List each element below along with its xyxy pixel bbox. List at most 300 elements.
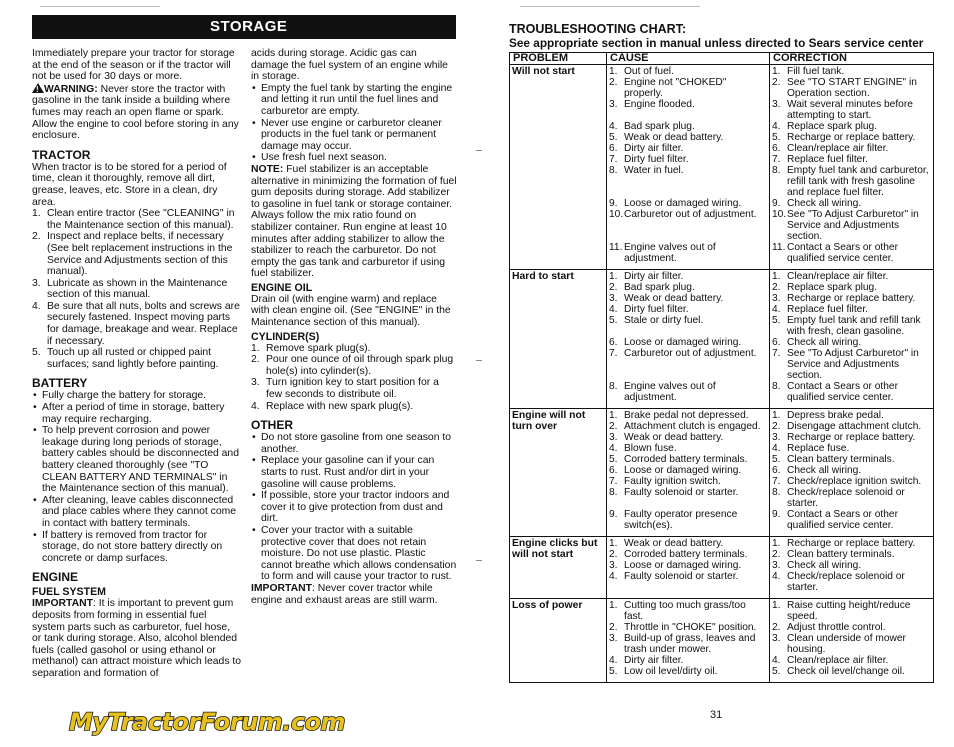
cause-text: Faulty ignition switch.	[624, 476, 721, 487]
cause-number: 4.	[609, 443, 618, 454]
correction-text: Fill fuel tank.	[787, 66, 845, 77]
correction-number: 1.	[772, 66, 781, 77]
cause-number: 1.	[609, 538, 618, 549]
cause-text: Weak or dead battery.	[624, 432, 724, 443]
correction-item	[772, 165, 931, 198]
important-text: : Never cover tractor while engine and exhaust areas are still warm.	[251, 582, 438, 606]
correction-item	[772, 666, 931, 677]
correction-number: 6.	[772, 337, 781, 348]
cause-item	[609, 432, 767, 443]
correction-text: Check/replace solenoid or starter.	[787, 487, 905, 509]
correction-number: 5.	[772, 454, 781, 465]
correction-text: Replace spark plug.	[787, 282, 878, 293]
correction-item	[772, 410, 931, 421]
correction-item	[772, 154, 931, 165]
cylinder-steps	[251, 343, 457, 413]
cause-text: Dirty fuel filter.	[624, 154, 689, 165]
warning-label: WARNING:	[44, 83, 98, 95]
troubleshooting-table	[509, 52, 934, 683]
correction-number: 5.	[772, 132, 781, 143]
spacer	[609, 498, 767, 509]
troubleshooting-section	[509, 22, 933, 683]
cause-text: Water in fuel.	[624, 165, 684, 176]
correction-cell	[770, 270, 934, 409]
other-item: • If possible, store your tractor indoors and cover it to give protection from dust and dirt.	[251, 490, 457, 525]
mytractorforum-logo	[68, 703, 346, 737]
correction-item	[772, 454, 931, 465]
storage-title: STORAGE	[210, 18, 288, 35]
warning-text: Never store the tractor with gasoline in the tank inside a building where fumes may reach an open flame or spark. Allow the engine to cool before storing in any enclosure.	[32, 83, 239, 142]
cause-number: 5.	[609, 666, 618, 677]
correction-item	[772, 509, 931, 531]
spacer	[609, 359, 767, 370]
correction-item	[772, 282, 931, 293]
binding-mark	[476, 150, 482, 151]
cause-text: Attachment clutch is engaged.	[624, 421, 761, 432]
cause-text: Carburetor out of adjustment.	[624, 348, 757, 359]
cause-number: 2.	[609, 77, 618, 88]
cause-item	[609, 242, 767, 264]
correction-item	[772, 132, 931, 143]
cylinder-step	[251, 354, 457, 377]
table-header-row	[510, 53, 934, 65]
cause-number: 4.	[609, 304, 618, 315]
cause-number: 9.	[609, 509, 618, 520]
correction-number: 2.	[772, 282, 781, 293]
cause-number: 5.	[609, 454, 618, 465]
spacer	[609, 110, 767, 121]
other-heading: OTHER	[251, 418, 293, 433]
cause-text: Cutting too much grass/too fast.	[624, 600, 746, 622]
correction-text: Clean/replace air filter.	[787, 655, 889, 666]
correction-number: 3.	[772, 560, 781, 571]
other-item: • Replace your gasoline can if your can starts to rust. Rust and/or dirt in your gasoline will cause problems.	[251, 455, 457, 490]
correction-item	[772, 432, 931, 443]
table-row	[510, 599, 934, 683]
correction-item	[772, 242, 931, 264]
cause-number: 1.	[609, 271, 618, 282]
cause-text: Loose or damaged wiring.	[624, 560, 742, 571]
important-paragraph	[251, 583, 457, 606]
correction-item	[772, 655, 931, 666]
cause-item	[609, 487, 767, 498]
cause-cell	[607, 270, 770, 409]
correction-number: 1.	[772, 538, 781, 549]
correction-number: 3.	[772, 633, 781, 644]
note-paragraph	[251, 164, 457, 280]
tractor-heading: TRACTOR	[32, 147, 91, 162]
correction-cell	[770, 409, 934, 537]
other-item: • Cover your tractor with a suitable protective cover that does not retain moisture. Do not use plastic. Plastic cannot breathe which allows condensation to form and will cause your tractor to rust.	[251, 525, 457, 583]
cause-number: 11.	[609, 242, 623, 253]
spacer	[609, 187, 767, 198]
fuel-item: • Never use engine or carburetor cleaner products in the fuel tank or permanent damage may occur.	[251, 118, 457, 153]
cause-number: 9.	[609, 198, 618, 209]
cylinder-step	[251, 377, 457, 400]
cause-text: Corroded battery terminals.	[624, 454, 748, 465]
cause-item	[609, 509, 767, 531]
correction-text: Clean underside of mower housing.	[787, 633, 906, 655]
cause-item	[609, 421, 767, 432]
cause-number: 10.	[609, 209, 624, 220]
correction-item	[772, 571, 931, 593]
cause-item	[609, 538, 767, 549]
correction-item	[772, 465, 931, 476]
troubleshooting-subtitle: See appropriate section in manual unless directed to Sears service center	[509, 36, 924, 50]
cause-item	[609, 571, 767, 582]
correction-text: Replace fuel filter.	[787, 154, 868, 165]
cause-item	[609, 198, 767, 209]
cause-number: 5.	[609, 132, 618, 143]
cause-item	[609, 622, 767, 633]
correction-number: 6.	[772, 465, 781, 476]
correction-number: 9.	[772, 198, 781, 209]
correction-number: 6.	[772, 143, 781, 154]
correction-text: Disengage attachment clutch.	[787, 421, 922, 432]
correction-text: Replace fuel filter.	[787, 304, 868, 315]
cylinder-step	[251, 343, 457, 355]
correction-text: Clean/replace air filter.	[787, 271, 889, 282]
correction-number: 5.	[772, 315, 781, 326]
fuel-system-heading: FUEL SYSTEM	[32, 586, 106, 599]
battery-item: • If battery is removed from tractor for storage, do not store battery directly on concrete or damp surfaces.	[32, 530, 242, 565]
correction-number: 8.	[772, 381, 781, 392]
step-text: Touch up all rusted or chipped paint surfaces; sand lightly before painting.	[47, 347, 219, 370]
correction-number: 1.	[772, 410, 781, 421]
correction-item	[772, 293, 931, 304]
cause-item	[609, 132, 767, 143]
cause-number: 2.	[609, 549, 618, 560]
cause-number: 8.	[609, 381, 618, 392]
cause-number: 1.	[609, 66, 618, 77]
cause-text: Engine valves out of adjustment.	[624, 381, 716, 403]
correction-item	[772, 348, 931, 381]
cause-item	[609, 600, 767, 622]
cause-text: Throttle in "CHOKE" position.	[624, 622, 757, 633]
fuel-paragraph	[32, 598, 242, 679]
correction-number: 2.	[772, 77, 781, 88]
cause-item	[609, 348, 767, 359]
fuel-text: : It is important to prevent gum deposits from forming in essential fuel system parts such as carburetor, fuel hose, or tank during storage. Also, alcohol blended fuels (called gasohol or using ethanol or methanol) can attract moisture which leads to separation and formation of	[32, 598, 242, 679]
fuel-item: • Use fresh fuel next season.	[251, 152, 457, 164]
correction-item	[772, 66, 931, 77]
cause-item	[609, 77, 767, 99]
cause-item	[609, 271, 767, 282]
problem-cell: Will not start	[510, 65, 607, 270]
correction-number: 10.	[772, 209, 787, 220]
binding-mark	[476, 560, 482, 561]
correction-text: Check all wiring.	[787, 560, 862, 571]
binding-mark	[476, 360, 482, 361]
correction-number: 9.	[772, 509, 781, 520]
correction-text: Check/replace ignition switch.	[787, 476, 922, 487]
cause-number: 7.	[609, 476, 618, 487]
correction-text: Clean/replace air filter.	[787, 143, 889, 154]
correction-number: 8.	[772, 165, 781, 176]
correction-number: 1.	[772, 600, 781, 611]
correction-number: 2.	[772, 622, 781, 633]
cause-text: Dirty air filter.	[624, 143, 684, 154]
spacer	[609, 220, 767, 231]
header-cause: CAUSE	[607, 53, 770, 65]
cause-item	[609, 666, 767, 677]
correction-item	[772, 476, 931, 487]
correction-text: See "To Adjust Carburetor" in Service and Adjustments section.	[787, 209, 919, 242]
cause-text: Engine flooded.	[624, 99, 695, 110]
cause-number: 5.	[609, 315, 618, 326]
step-number: 3.	[32, 277, 41, 289]
correction-number: 4.	[772, 121, 781, 132]
correction-number: 4.	[772, 304, 781, 315]
cause-item	[609, 304, 767, 315]
step-text: Lubricate as shown in the Maintenance section of this manual.	[47, 277, 228, 301]
cause-number: 1.	[609, 600, 618, 611]
cause-item	[609, 66, 767, 77]
correction-item	[772, 315, 931, 337]
correction-item	[772, 209, 931, 242]
cause-number: 3.	[609, 633, 618, 644]
tractor-intro: When tractor is to be stored for a period of time, clean it thoroughly, remove all dirt, grease, leaves, etc. Store in a clean, dry area.	[32, 161, 227, 208]
correction-text: Check oil level/change oil.	[787, 666, 905, 677]
engine-oil-text: Drain oil (with engine warm) and replace with clean engine oil. (See "ENGINE" in the Maintenance section of this manual).	[251, 293, 451, 329]
cause-item	[609, 633, 767, 655]
correction-text: Replace spark plug.	[787, 121, 878, 132]
fuel-items	[251, 83, 457, 164]
correction-text: Empty fuel tank and refill tank with fresh, clean gasoline.	[787, 315, 921, 337]
cause-text: Bad spark plug.	[624, 121, 695, 132]
step-text: Turn ignition key to start position for a few seconds to distribute oil.	[266, 377, 439, 401]
troubleshooting-title: TROUBLESHOOTING CHART:	[509, 22, 687, 36]
cause-text: Out of fuel.	[624, 66, 674, 77]
cause-text: Low oil level/dirty oil.	[624, 666, 718, 677]
page-number: 31	[710, 709, 723, 721]
step-text: Replace with new spark plug(s).	[266, 400, 414, 412]
correction-text: Check all wiring.	[787, 337, 862, 348]
correction-text: Recharge or replace battery.	[787, 538, 916, 549]
cause-item	[609, 315, 767, 326]
storage-column-1	[32, 48, 242, 680]
step-number: 1.	[32, 208, 41, 220]
correction-text: Clean battery terminals.	[787, 549, 895, 560]
correction-text: Check/replace solenoid or starter.	[787, 571, 905, 593]
engine-oil-heading: ENGINE OIL	[251, 281, 313, 294]
correction-item	[772, 487, 931, 509]
correction-text: Check all wiring.	[787, 198, 862, 209]
cause-text: Bad spark plug.	[624, 282, 695, 293]
cause-cell	[607, 537, 770, 599]
correction-number: 11.	[772, 242, 786, 253]
top-rule	[520, 6, 700, 7]
spacer	[609, 176, 767, 187]
storage-banner	[32, 15, 456, 39]
correction-number: 2.	[772, 421, 781, 432]
battery-items	[32, 390, 242, 564]
correction-text: Recharge or replace battery.	[787, 132, 916, 143]
correction-text: Recharge or replace battery.	[787, 293, 916, 304]
fuel-item: • Empty the fuel tank by starting the engine and letting it run until the fuel lines and carburetor are empty.	[251, 83, 457, 118]
cause-text: Brake pedal not depressed.	[624, 410, 749, 421]
cause-item	[609, 209, 767, 220]
battery-item: • After a period of time in storage, battery may require recharging.	[32, 402, 242, 425]
tractor-step	[32, 278, 242, 301]
correction-item	[772, 443, 931, 454]
tractor-step	[32, 231, 242, 277]
cause-number: 4.	[609, 121, 618, 132]
correction-text: Empty fuel tank and carburetor, refill tank with fresh gasoline and replace fuel filter.	[787, 165, 929, 198]
cause-number: 3.	[609, 432, 618, 443]
cause-text: Dirty air filter.	[624, 655, 684, 666]
correction-text: Raise cutting height/reduce speed.	[787, 600, 911, 622]
cause-text: Loose or damaged wiring.	[624, 198, 742, 209]
correction-item	[772, 121, 931, 132]
cause-text: Dirty air filter.	[624, 271, 684, 282]
cause-number: 3.	[609, 293, 618, 304]
cause-item	[609, 410, 767, 421]
cause-item	[609, 655, 767, 666]
cause-number: 6.	[609, 143, 618, 154]
step-number: 4.	[251, 400, 260, 412]
cause-text: Loose or damaged wiring.	[624, 337, 742, 348]
correction-item	[772, 198, 931, 209]
correction-number: 7.	[772, 154, 781, 165]
correction-item	[772, 271, 931, 282]
cause-text: Blown fuse.	[624, 443, 677, 454]
problem-cell: Loss of power	[510, 599, 607, 683]
step-text: Remove spark plug(s).	[266, 342, 371, 354]
cause-item	[609, 282, 767, 293]
table-row	[510, 65, 934, 270]
correction-number: 4.	[772, 655, 781, 666]
cause-number: 6.	[609, 337, 618, 348]
cause-text: Faulty solenoid or starter.	[624, 571, 739, 582]
correction-text: Contact a Sears or other qualified service center.	[787, 242, 898, 264]
cause-text: Weak or dead battery.	[624, 132, 724, 143]
cause-text: Build-up of grass, leaves and trash under mower.	[624, 633, 756, 655]
cause-item	[609, 381, 767, 403]
cause-text: Stale or dirty fuel.	[624, 315, 704, 326]
correction-number: 3.	[772, 432, 781, 443]
cause-item	[609, 476, 767, 487]
fuel-continued: acids during storage. Acidic gas can damage the fuel system of an engine while in storage.	[251, 48, 448, 83]
correction-text: Recharge or replace battery.	[787, 432, 916, 443]
correction-item	[772, 622, 931, 633]
spacer	[609, 231, 767, 242]
tractor-steps	[32, 208, 242, 370]
cause-text: Weak or dead battery.	[624, 538, 724, 549]
correction-item	[772, 304, 931, 315]
cylinders-heading: CYLINDER(S)	[251, 330, 320, 343]
cause-item	[609, 337, 767, 348]
correction-item	[772, 337, 931, 348]
cause-item	[609, 560, 767, 571]
cause-text: Dirty fuel filter.	[624, 304, 689, 315]
correction-number: 1.	[772, 271, 781, 282]
cause-item	[609, 99, 767, 110]
cause-item	[609, 121, 767, 132]
cause-text: Loose or damaged wiring.	[624, 465, 742, 476]
correction-text: Replace fuse.	[787, 443, 850, 454]
correction-item	[772, 99, 931, 121]
step-number: 3.	[251, 377, 260, 389]
step-number: 4.	[32, 300, 41, 312]
correction-text: See "TO START ENGINE" in Operation section.	[787, 77, 917, 99]
note-text: Fuel stabilizer is an acceptable alternative in minimizing the formation of fuel gum deposits during storage. Add stabilizer to gasoline in fuel tank or storage container. Always follow the mix ratio found on stabilizer container. Run engine at least 10 minutes after adding stabilizer to allow the stabilizer to reach the carburetor. Do not empty the gas tank and carburetor if using fuel stabilizer.	[251, 163, 457, 280]
correction-number: 5.	[772, 666, 781, 677]
correction-text: Wait several minutes before attempting to start.	[787, 99, 913, 121]
header-correction: CORRECTION	[770, 53, 934, 65]
correction-number: 4.	[772, 443, 781, 454]
header-problem: PROBLEM	[510, 53, 607, 65]
important-label: IMPORTANT	[32, 598, 93, 610]
important-label: IMPORTANT	[251, 582, 312, 594]
cause-number: 7.	[609, 348, 618, 359]
cause-number: 2.	[609, 282, 618, 293]
cause-text: Corroded battery terminals.	[624, 549, 748, 560]
correction-text: Contact a Sears or other qualified service center.	[787, 509, 898, 531]
cause-text: Engine not "CHOKED" properly.	[624, 77, 727, 99]
step-text: Clean entire tractor (See "CLEANING" in the Maintenance section of this manual).	[47, 208, 235, 231]
cause-item	[609, 143, 767, 154]
other-items	[251, 432, 457, 583]
correction-text: Adjust throttle control.	[787, 622, 886, 633]
correction-number: 8.	[772, 487, 781, 498]
cause-number: 7.	[609, 154, 618, 165]
correction-cell	[770, 599, 934, 683]
cylinder-step	[251, 401, 457, 413]
problem-cell: Engine clicks but will not start	[510, 537, 607, 599]
correction-text: Check all wiring.	[787, 465, 862, 476]
spacer	[609, 370, 767, 381]
correction-number: 7.	[772, 476, 781, 487]
cause-number: 1.	[609, 410, 618, 421]
problem-cell: Hard to start	[510, 270, 607, 409]
step-number: 2.	[251, 354, 260, 366]
correction-number: 4.	[772, 571, 781, 582]
cause-item	[609, 293, 767, 304]
cause-cell	[607, 65, 770, 270]
cause-number: 4.	[609, 655, 618, 666]
cause-item	[609, 165, 767, 176]
table-body	[510, 65, 934, 683]
cause-cell	[607, 409, 770, 537]
storage-column-2	[251, 48, 457, 606]
cause-text: Carburetor out of adjustment.	[624, 209, 757, 220]
battery-item: • Fully charge the battery for storage.	[32, 390, 242, 402]
warning-paragraph	[32, 83, 242, 142]
battery-item: • To help prevent corrosion and power leakage during long periods of storage, battery cables should be disconnected and battery cleaned thoroughly (see "TO CLEAN BATTERY AND TERMINALS" in the Maintenance section of this manual).	[32, 425, 242, 495]
step-number: 1.	[251, 342, 260, 354]
tractor-step	[32, 301, 242, 347]
cause-number: 8.	[609, 487, 618, 498]
step-text: Pour one ounce of oil through spark plug hole(s) into cylinder(s).	[266, 354, 454, 377]
engine-heading: ENGINE	[32, 570, 79, 585]
cause-item	[609, 454, 767, 465]
battery-heading: BATTERY	[32, 376, 88, 391]
step-text: Inspect and replace belts, if necessary (See belt replacement instructions in the Service and Adjustments section of this manual).	[47, 231, 233, 278]
correction-text: Depress brake pedal.	[787, 410, 884, 421]
correction-text: See "To Adjust Carburetor" in Service and Adjustments section.	[787, 348, 919, 381]
cause-number: 6.	[609, 465, 618, 476]
correction-item	[772, 600, 931, 622]
correction-cell	[770, 65, 934, 270]
tractor-step	[32, 208, 242, 231]
top-rule	[40, 6, 160, 7]
step-number: 2.	[32, 231, 41, 243]
note-label: NOTE:	[251, 163, 284, 175]
cause-item	[609, 154, 767, 165]
correction-item	[772, 560, 931, 571]
other-item: • Do not store gasoline from one season to another.	[251, 432, 457, 455]
